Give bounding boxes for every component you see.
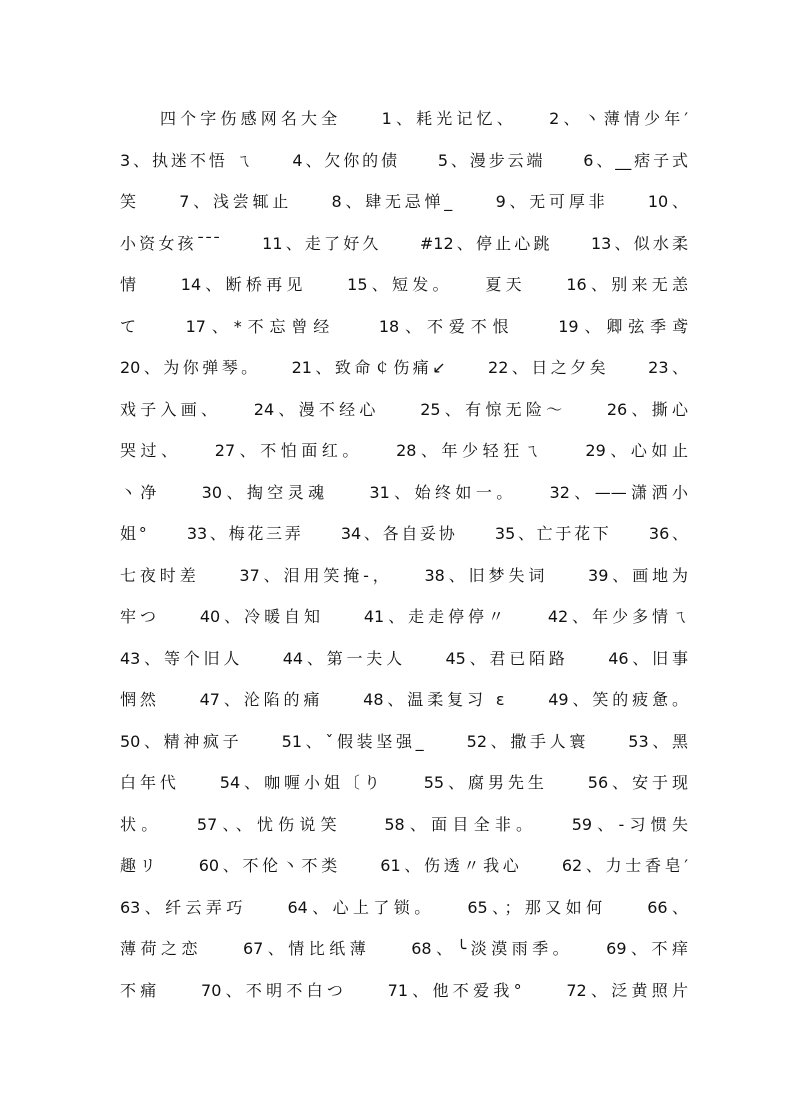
text-line: 3、执迷不悟 ㄟ 4、欠你的债 5、漫步云端 6、__痞子式 bbox=[120, 150, 688, 170]
text-line: 情 14、断桥再见 15、短发。 夏天 16、别来无恙 bbox=[120, 275, 688, 294]
text-line: 七夜时差 37、泪用笑掩-， 38、旧梦失词 39、画地为 bbox=[120, 565, 688, 585]
text-line: 50、精神疯子 51、ˇ假装坚强_ 52、撒手人寰 53、黑 bbox=[120, 731, 688, 751]
text-line: 哭过、 27、不怕面红。 28、年少轻狂ㄟ 29、心如止 bbox=[120, 441, 688, 460]
text-line: 白年代 54、咖喱小姐〔り 55、腐男先生 56、安于现 bbox=[120, 773, 688, 792]
text-line: 状。 57、、忧伤说笑 58、面目全非。 59、-习惯失 bbox=[120, 814, 688, 834]
text-line: 笑 7、浅尝辄止 8、肆无忌惮_ 9、无可厚非 10、 bbox=[120, 192, 688, 211]
text-line: 趣リ 60、不伦丶不类 61、伤透〃我心 62、力士香皂′ bbox=[120, 856, 688, 875]
text-line: 薄荷之恋 67、情比纸薄 68、╰淡漠雨季。 69、不痒 bbox=[120, 939, 688, 958]
text-line: 20、为你弹琴。 21、致命￠伤痛↙ 22、日之夕矣 23、 bbox=[120, 358, 688, 377]
text-line: 姐° 33、梅花三弄 34、各自妥协 35、亡于花下 36、 bbox=[120, 524, 688, 543]
text-line: 惘然 47、沦陷的痛 48、温柔复习 ε 49、笑的疲惫。 bbox=[120, 690, 688, 709]
text-line: て 17、*不忘曾经 18、不爱不恨 19、卿弦季鸢 bbox=[120, 316, 688, 336]
text-line: 小资女孩ˉˉˉ 11、走了好久 #12、停止心跳 13、似水柔 bbox=[120, 233, 688, 253]
text-line: 四个字伤感网名大全 1、耗光记忆、 2、丶薄情少年′ bbox=[160, 109, 688, 128]
text-line: 43、等个旧人 44、第一夫人 45、君已陌路 46、旧事 bbox=[120, 648, 688, 668]
text-line: 63、纤云弄巧 64、心上了锁。 65、；那又如何 66、 bbox=[120, 897, 688, 917]
text-line: 丶净 30、掏空灵魂 31、始终如一。 32、——潇洒小 bbox=[120, 482, 688, 502]
text-line: 戏子入画、 24、漫不经心 25、有惊无险～ 26、撕心 bbox=[120, 399, 688, 419]
text-line: 不痛 70、不明不白つ 71、他不爱我° 72、泛黄照片 bbox=[120, 980, 688, 1000]
text-line: 牢つ 40、冷暖自知 41、走走停停〃 42、年少多情ㄟ bbox=[120, 607, 688, 626]
document-body bbox=[120, 98, 688, 1011]
